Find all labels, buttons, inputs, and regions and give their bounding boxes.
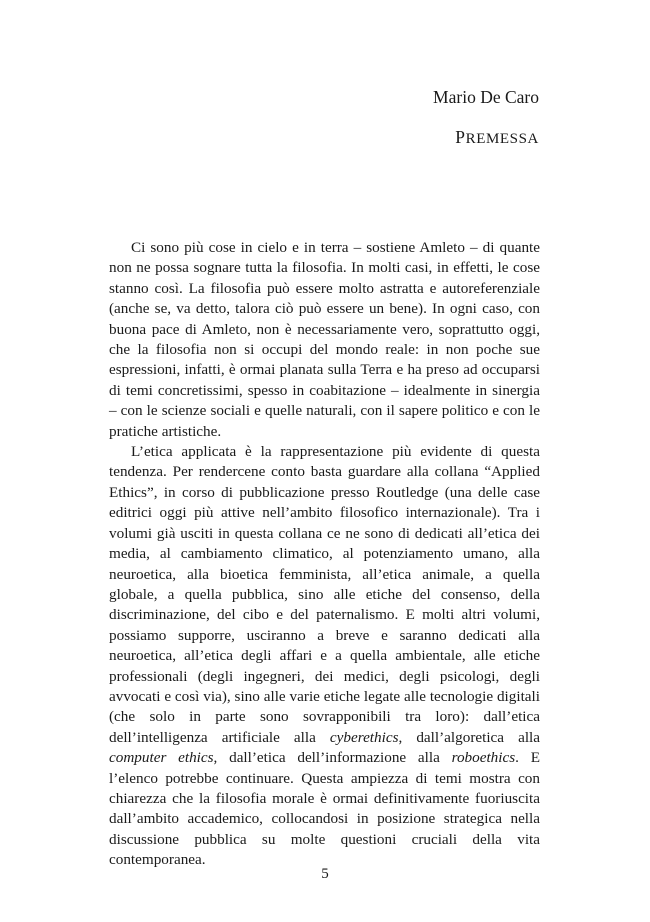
- paragraph-2-text-a: L’etica applicata è la rappresentazione più evidente di questa tendenza. Per rendercene conto basta guardare alla collana “Applied Ethics”, in corso di pubblicazione presso Routledge (una delle case editrici oggi più attive nell’ambito filosofico internazionale). Tra i volumi già usciti in questa collana ce ne sono di dedicati all’etica dei media, al cambiamento climatico, al potenziamento umano, alla neuroetica, alla bioetica femminista, all’etica animale, a quella globale, a quella pubblica, sino alle etiche del consenso, della discriminazione, del cibo e del paternalismo. E molti altri volumi, possiamo supporre, usciranno a breve e saranno dedicati alla neuroetica, all’etica degli affari e a quella ambientale, alle etiche professionali (degli ingegneri, dei medici, degli psicologi, degli avvocati e così via), sino alle varie etiche legate alle tecnologie digitali (che solo in parte sono sovrapponibili tra loro): dall’etica dell’intelligenza artificiale alla: [109, 443, 540, 746]
- author-name: Mario De Caro: [433, 87, 539, 107]
- body-text: [109, 238, 540, 871]
- section-title: [455, 127, 539, 149]
- page-number: 5: [321, 866, 329, 882]
- paragraph-2-text-c: , dall’etica dell’informazione alla: [213, 749, 452, 767]
- paragraph-1-text: Ci sono più cose in cielo e in terra – sostiene Amleto – di quante non ne possa sognare tutta la filosofia. In molti casi, in effetti, le cose stanno così. La filosofia può essere molto astratta e autoreferenziale (anche se, va detto, talora ciò può essere un bene). In ogni caso, con buona pace di Amleto, non è necessariamente vero, soprattutto oggi, che la filosofia non si occupi del mondo reale: in non poche sue espressioni, infatti, è ormai planata sulla Terra e ha preso ad occuparsi di temi concretissimi, spesso in coabitazione – idealmente in sinergia – con le scienze sociali e quelle naturali, con il sapere politico e con le pratiche artistiche.: [109, 239, 540, 440]
- term-roboethics: roboethics: [451, 749, 516, 767]
- paragraph-1: [109, 238, 540, 442]
- paragraph-2: [109, 442, 540, 871]
- paragraph-2-text-d: . E l’elenco potrebbe continuare. Questa ampiezza di temi mostra con chiarezza che la filosofia morale è ormai definitivamente fuoriuscita dall’ambito accademico, collocandosi in posizione strategica nella discussione pubblica su molte questioni cruciali della vita contemporanea.: [109, 749, 540, 869]
- section-title-rest: REMESSA: [465, 131, 539, 147]
- term-cyberethics: cyberethics: [329, 728, 399, 746]
- section-title-initial: P: [455, 127, 466, 147]
- paragraph-2-text-b: , dall’algoretica alla: [398, 728, 540, 746]
- term-computer-ethics: computer ethics: [109, 749, 214, 767]
